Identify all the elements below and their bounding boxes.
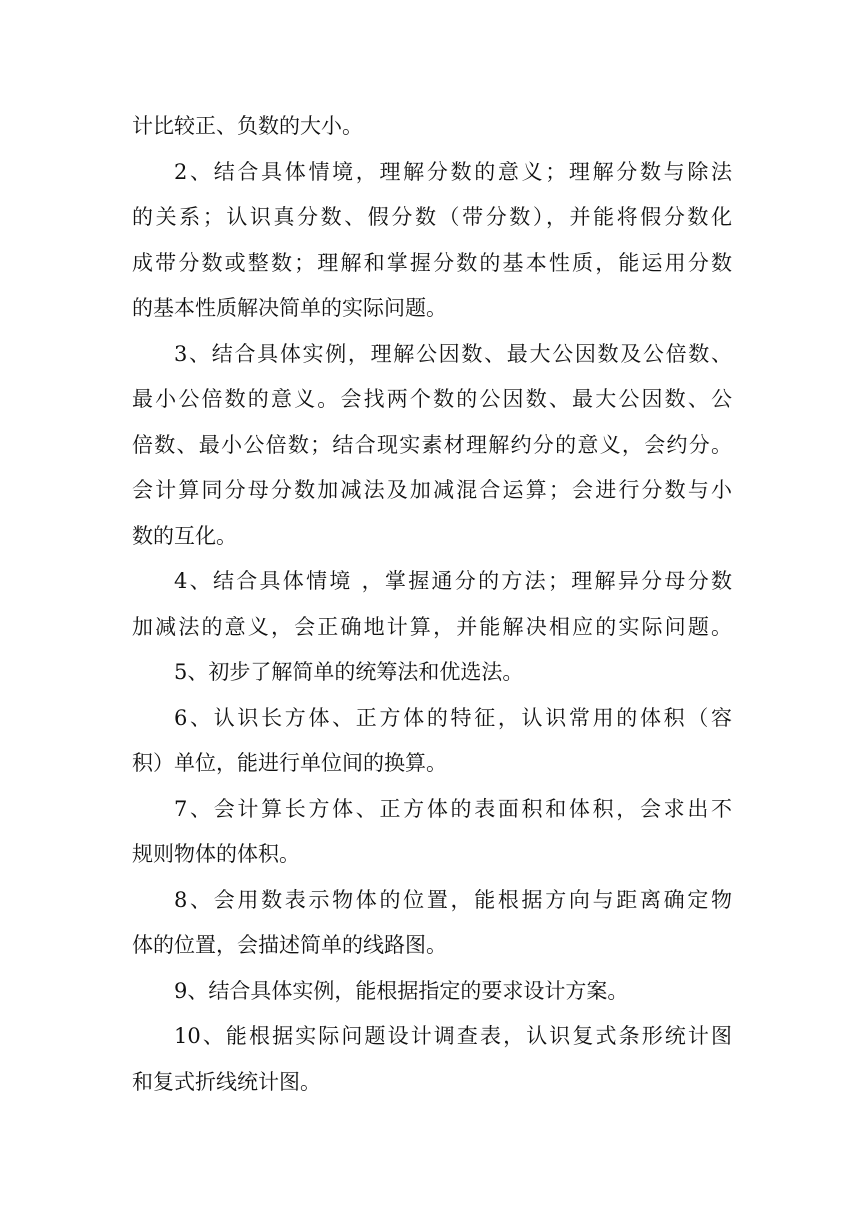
text-line: 数的互化。 <box>132 523 237 548</box>
document-body <box>132 104 732 1105</box>
text-line: 成带分数或整数；理解和掌握分数的基本性质，能运用分数 <box>132 250 732 275</box>
text-line: 倍数、最小公倍数；结合现实素材理解约分的意义，会约分。 <box>132 432 732 457</box>
text-line: 的关系；认识真分数、假分数（带分数），并能将假分数化 <box>132 205 732 229</box>
text-line: 7、会计算长方体、正方体的表面积和体积，会求出不 <box>174 796 732 821</box>
text-line: 4、结合具体情境 ，掌握通分的方法；理解异分母分数 <box>174 569 732 593</box>
text-line: 体的位置，会描述简单的线路图。 <box>132 933 447 957</box>
text-line: 最小公倍数的意义。会找两个数的公因数、最大公因数、公 <box>132 387 732 411</box>
text-line: 5、初步了解简单的统筹法和优选法。 <box>174 660 524 684</box>
text-line: 和复式折线统计图。 <box>132 1069 321 1094</box>
text-line: 3、结合具体实例，理解公因数、最大公因数及公倍数、 <box>174 341 732 366</box>
text-line: 的基本性质解决简单的实际问题。 <box>132 296 447 320</box>
text-line: 加减法的意义，会正确地计算，并能解决相应的实际问题。 <box>132 614 732 639</box>
text-line: 9、结合具体实例，能根据指定的要求设计方案。 <box>174 978 629 1003</box>
text-line: 规则物体的体积。 <box>132 842 300 866</box>
text-line: 8、会用数表示物体的位置，能根据方向与距离确定物 <box>174 887 732 912</box>
text-line: 会计算同分母分数加减法及加减混合运算；会进行分数与小 <box>132 478 732 502</box>
text-line: 2、结合具体情境，理解分数的意义；理解分数与除法 <box>174 159 732 184</box>
text-line: 计比较正、负数的大小。 <box>132 114 363 138</box>
text-line: 积）单位，能进行单位间的换算。 <box>132 751 447 775</box>
text-line: 10、能根据实际问题设计调查表，认识复式条形统计图 <box>174 1024 732 1048</box>
text-line: 6、认识长方体、正方体的特征，认识常用的体积（容 <box>174 705 732 730</box>
